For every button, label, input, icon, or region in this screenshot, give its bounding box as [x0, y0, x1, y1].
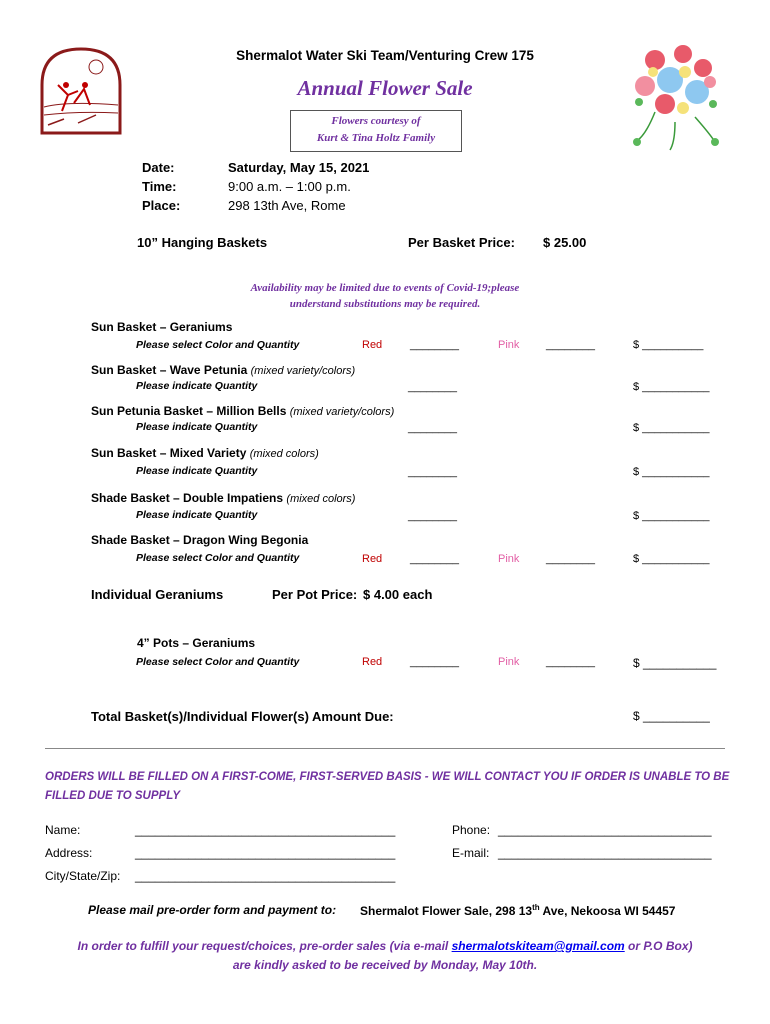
total-label: Total Basket(s)/Individual Flower(s) Amount Due:: [91, 709, 394, 724]
name-label: Name:: [45, 823, 81, 837]
total-amount-field[interactable]: $ __________: [633, 709, 710, 723]
item-instruction: Please select Color and Quantity: [136, 339, 300, 351]
item-name-text: Sun Basket – Mixed Variety: [91, 446, 247, 460]
item-name-text: Sun Basket – Wave Petunia: [91, 363, 248, 377]
item-instruction: Please select Color and Quantity: [136, 552, 300, 564]
place-label: Place:: [142, 198, 181, 213]
quantity-field[interactable]: ________: [408, 422, 457, 434]
item-name: [91, 491, 355, 505]
item-name: [91, 363, 355, 377]
item-amount-field[interactable]: $ ___________: [633, 510, 710, 522]
pots-name: 4” Pots – Geraniums: [137, 636, 256, 650]
availability-line-2: understand substitutions may be required.: [289, 298, 481, 310]
item-instruction: Please indicate Quantity: [136, 465, 258, 477]
baskets-heading: 10” Hanging Baskets: [137, 235, 268, 250]
time-label: Time:: [142, 179, 177, 194]
item-amount-field[interactable]: $ ___________: [633, 466, 710, 478]
address-field[interactable]: _______________________________________: [135, 846, 396, 860]
basket-price-label: Per Basket Price:: [408, 235, 515, 250]
quantity-field[interactable]: ________: [408, 510, 457, 522]
address-label: Address:: [45, 846, 93, 860]
footer-line-2: are kindly asked to be received by Monday, May 10th.: [232, 958, 538, 972]
red-quantity-field[interactable]: ________: [410, 656, 459, 668]
item-instruction: Please indicate Quantity: [136, 509, 258, 521]
courtesy-line-1: Flowers courtesy of: [331, 115, 421, 127]
place-value: 298 13th Ave, Rome: [228, 198, 346, 213]
footer-paren: (via e-mail: [389, 939, 452, 953]
name-field[interactable]: _______________________________________: [135, 823, 396, 837]
org-heading: Shermalot Water Ski Team/Venturing Crew 175: [236, 48, 534, 63]
item-name-text: Shade Basket – Dragon Wing Begonia: [91, 533, 309, 547]
mail-address-sup: th: [532, 903, 540, 912]
city-field[interactable]: _______________________________________: [135, 869, 396, 883]
email-field[interactable]: ________________________________: [498, 846, 712, 860]
item-instruction: Please indicate Quantity: [136, 421, 258, 433]
mail-address: [360, 903, 675, 918]
item-note: (mixed colors): [249, 448, 319, 460]
item-amount-field[interactable]: $ ___________: [633, 381, 710, 393]
footer-line-1: [0, 937, 770, 956]
item-name: [91, 320, 232, 334]
item-note: (mixed variety/colors): [289, 406, 395, 418]
red-option: Red: [362, 553, 383, 565]
pots-instruction: Please select Color and Quantity: [136, 656, 300, 668]
red-quantity-field[interactable]: ________: [410, 339, 459, 351]
item-note: (mixed colors): [286, 493, 356, 505]
phone-field[interactable]: ________________________________: [498, 823, 712, 837]
individual-heading: Individual Geraniums: [91, 587, 224, 602]
item-note: (mixed variety/colors): [250, 365, 356, 377]
item-amount-field[interactable]: $ ___________: [633, 422, 710, 434]
city-label: City/State/Zip:: [45, 869, 121, 883]
pink-quantity-field[interactable]: ________: [546, 656, 595, 668]
phone-label: Phone:: [452, 823, 491, 837]
date-value: Saturday, May 15, 2021: [228, 160, 370, 175]
date-label: Date:: [142, 160, 175, 175]
quantity-field[interactable]: ________: [408, 466, 457, 478]
item-name-text: Sun Petunia Basket – Million Bells: [91, 404, 287, 418]
red-quantity-field[interactable]: ________: [410, 553, 459, 565]
mail-label: Please mail pre-order form and payment to:: [88, 903, 337, 917]
mail-address-text: Shermalot Flower Sale, 298 13: [360, 904, 533, 918]
divider: [45, 748, 725, 749]
pink-option: Pink: [498, 656, 520, 668]
red-option: Red: [362, 339, 383, 351]
email-link[interactable]: shermalotskiteam@gmail.com: [451, 939, 625, 953]
mail-address-rest: Ave, Nekoosa WI 54457: [539, 904, 676, 918]
pink-quantity-field[interactable]: ________: [546, 553, 595, 565]
orders-notice: ORDERS WILL BE FILLED ON A FIRST-COME, FIRST-SERVED BASIS - WE WILL CONTACT YOU IF ORDER IS UNABLE TO BE FILLED DUE TO SUPPLY: [45, 771, 730, 802]
item-name: [91, 404, 394, 418]
time-value: 9:00 a.m. – 1:00 p.m.: [228, 179, 351, 194]
footer-notice: [0, 937, 770, 975]
pots-amount-field[interactable]: $ ___________: [633, 656, 717, 670]
pink-option: Pink: [498, 553, 520, 565]
pink-option: Pink: [498, 339, 520, 351]
red-option: Red: [362, 656, 383, 668]
basket-price-value: $ 25.00: [543, 235, 587, 250]
page-title: Annual Flower Sale: [297, 76, 473, 100]
item-amount-field[interactable]: $ ___________: [633, 553, 710, 565]
item-name-text: Sun Basket – Geraniums: [91, 320, 233, 334]
pot-price-label: Per Pot Price:: [272, 587, 358, 602]
email-label: E-mail:: [452, 846, 490, 860]
footer-text: In order to fulfill your request/choices, pre-order sales: [77, 939, 390, 953]
availability-line-1: Availability may be limited due to events of Covid-19;please: [250, 282, 520, 294]
courtesy-box: [290, 110, 462, 152]
availability-notice: [170, 280, 600, 312]
item-instruction: Please indicate Quantity: [136, 380, 258, 392]
courtesy-line-2: Kurt & Tina Holtz Family: [316, 132, 436, 144]
quantity-field[interactable]: ________: [408, 381, 457, 393]
item-amount-field[interactable]: $ __________: [633, 339, 704, 351]
footer-paren-end: or P.O Box): [624, 939, 693, 953]
item-name: [91, 533, 308, 547]
item-name: [91, 446, 319, 460]
pink-quantity-field[interactable]: ________: [546, 339, 595, 351]
pot-price-value: $ 4.00 each: [363, 587, 433, 602]
item-name-text: Shade Basket – Double Impatiens: [91, 491, 284, 505]
